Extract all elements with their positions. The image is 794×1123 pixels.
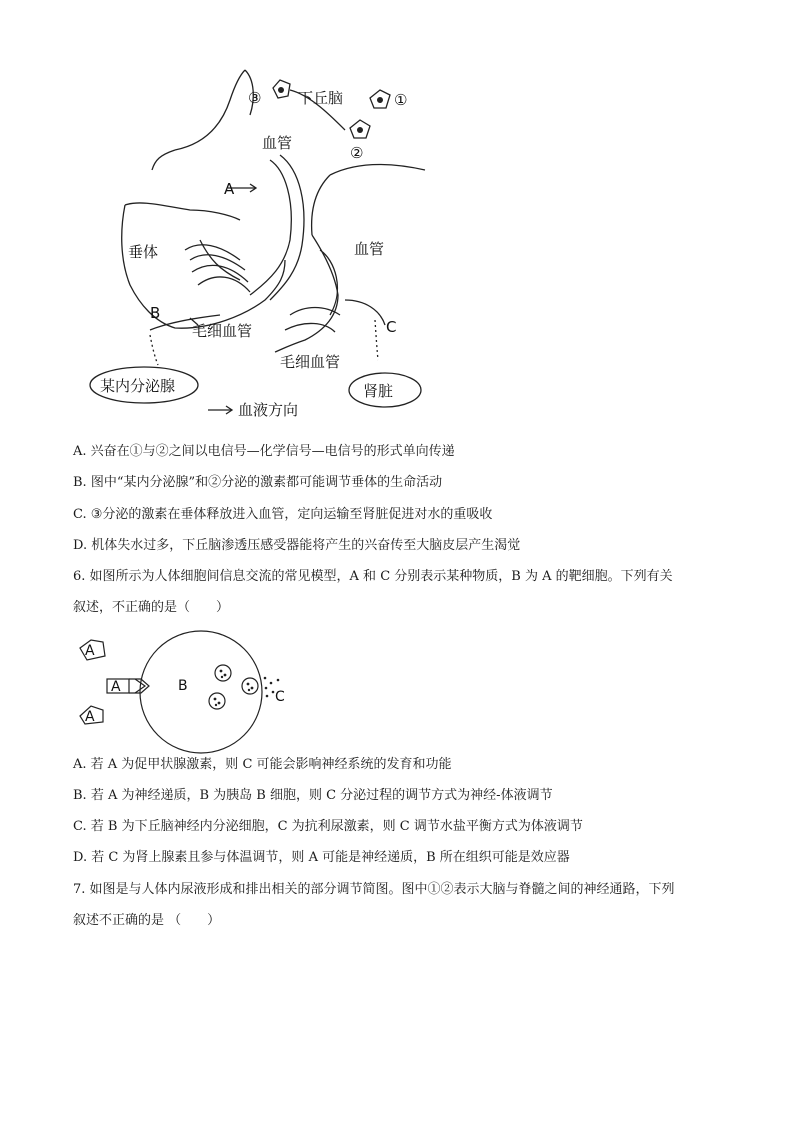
label-a-bound: A — [111, 679, 121, 695]
label-c: C — [275, 689, 285, 705]
q7-stem-line1: 7. 如图是与人体内尿液形成和排出相关的部分调节简图。图中①②表示大脑与脊髓之间的神经通路，下列 — [73, 882, 675, 897]
q6-option-c: C. 若 B 为下丘脑神经内分泌细胞，C 为抗利尿激素，则 C 调节水盐平衡方式为体液调节 — [73, 819, 583, 834]
label-kidney: 肾脏 — [363, 382, 394, 400]
label-pituitary: 垂体 — [128, 243, 159, 261]
q6-stem-line1: 6. 如图所示为人体细胞间信息交流的常见模型，A 和 C 分别表示某种物质，B 为 A 的靶细胞。下列有关 — [73, 569, 673, 584]
label-hypothalamus: 下丘脑 — [298, 89, 344, 107]
label-1: ① — [394, 91, 408, 109]
label-3: ③ — [248, 89, 262, 107]
label-a-bottom: A — [85, 709, 95, 725]
q5-option-b: B. 图中“某内分泌腺”和②分泌的激素都可能调节垂体的生命活动 — [73, 475, 443, 490]
q6-option-d: D. 若 C 为肾上腺素且参与体温调节，则 A 可能是神经递质，B 所在组织可能是效应器 — [73, 850, 570, 865]
q5-option-d: D. 机体失水过多，下丘脑渗透压感受器能将产生的兴奋传至大脑皮层产生渴觉 — [73, 538, 521, 553]
label-capillary-left: 毛细血管 — [192, 322, 253, 340]
cell-signaling-diagram — [75, 628, 305, 756]
q5-option-a: A. 兴奋在①与②之间以电信号—化学信号—电信号的形式单向传递 — [73, 444, 455, 459]
q5-option-c: C. ③分泌的激素在垂体释放进入血管，定向运输至肾脏促进对水的重吸收 — [73, 507, 493, 522]
label-flow: 血液方向 — [238, 401, 299, 419]
label-b-cell: B — [178, 678, 188, 694]
q6-option-b: B. 若 A 为神经递质，B 为胰岛 B 细胞，则 C 分泌过程的调节方式为神经-体液调节 — [73, 788, 553, 803]
label-2: ② — [350, 144, 364, 162]
q6-option-a: A. 若 A 为促甲状腺激素，则 C 可能会影响神经系统的发育和功能 — [73, 757, 452, 772]
label-vessel-top: 血管 — [262, 134, 293, 152]
label-vessel-right: 血管 — [354, 240, 385, 258]
label-capillary-right: 毛细血管 — [280, 353, 341, 371]
label-a-top: A — [85, 643, 95, 659]
q7-stem-line2: 叙述不正确的是 （ ） — [73, 913, 221, 928]
label-A: A — [224, 180, 235, 198]
label-B: B — [150, 304, 161, 322]
label-C: C — [386, 318, 397, 336]
hypothalamus-pituitary-diagram — [80, 60, 440, 420]
label-gland: 某内分泌腺 — [100, 377, 176, 395]
q6-stem-line2: 叙述，不正确的是（ ） — [73, 600, 230, 615]
